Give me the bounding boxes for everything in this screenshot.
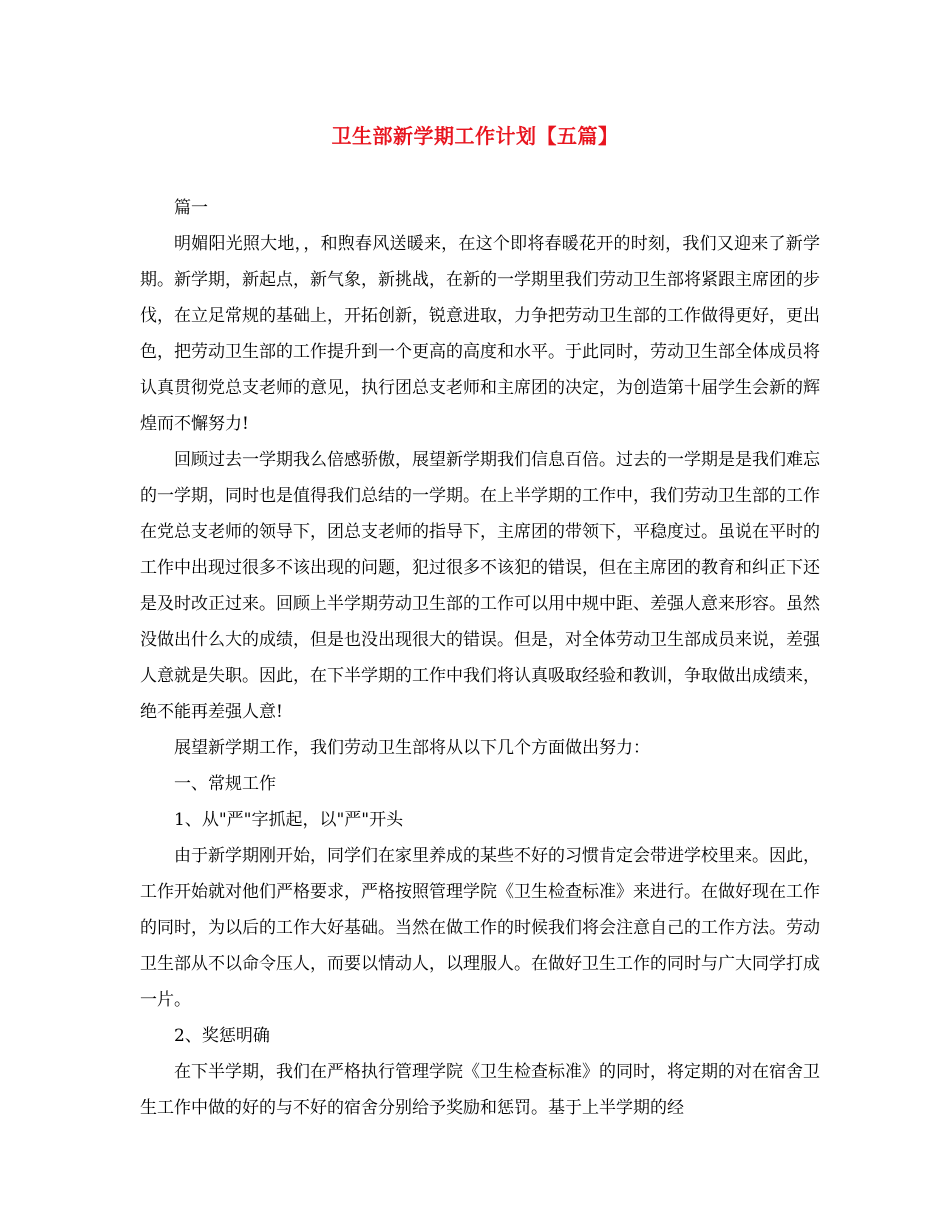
document-title: 卫生部新学期工作计划【五篇】 bbox=[331, 124, 619, 148]
section-heading: 篇一 bbox=[174, 198, 208, 218]
subsection-heading: 1、从"严"字抓起，以"严"开头 bbox=[174, 810, 404, 830]
paragraph: 展望新学期工作，我们劳动卫生部将从以下几个方面做出努力： bbox=[174, 738, 650, 758]
document-body bbox=[140, 190, 820, 1126]
subsection-heading: 2、奖惩明确 bbox=[174, 1026, 270, 1046]
paragraph: 在下半学期，我们在严格执行管理学院《卫生检查标准》的同时，将定期的对在宿舍卫生工作中做的好的与不好的宿舍分别给予奖励和惩罚。基于上半学期的经 bbox=[140, 1062, 820, 1118]
section-heading: 一、常规工作 bbox=[174, 774, 276, 794]
paragraph: 由于新学期刚开始，同学们在家里养成的某些不好的习惯肯定会带进学校里来。因此，工作开始就对他们严格要求，严格按照管理学院《卫生检查标准》来进行。在做好现在工作的同时，为以后的工作大好基础。当然在做工作的时候我们将会注意自己的工作方法。劳动卫生部从不以命令压人，而要以情动人，以理服人。在做好卫生工作的同时与广大同学打成一片。 bbox=[140, 846, 820, 1010]
paragraph: 回顾过去一学期我么倍感骄傲，展望新学期我们信息百倍。过去的一学期是是我们难忘的一学期，同时也是值得我们总结的一学期。在上半学期的工作中，我们劳动卫生部的工作在党总支老师的领导下，团总支老师的指导下，主席团的带领下，平稳度过。虽说在平时的工作中出现过很多不该出现的问题，犯过很多不该犯的错误，但在主席团的教育和纠正下还是及时改正过来。回顾上半学期劳动卫生部的工作可以用中规中距、差强人意来形容。虽然没做出什么大的成绩，但是也没出现很大的错误。但是，对全体劳动卫生部成员来说，差强人意就是失职。因此，在下半学期的工作中我们将认真吸取经验和教训，争取做出成绩来，绝不能再差强人意! bbox=[140, 450, 820, 722]
paragraph: 明媚阳光照大地，，和煦春风送暖来，在这个即将春暖花开的时刻，我们又迎来了新学期。新学期，新起点，新气象，新挑战，在新的一学期里我们劳动卫生部将紧跟主席团的步伐，在立足常规的基础上，开拓创新，锐意进取，力争把劳动卫生部的工作做得更好，更出色，把劳动卫生部的工作提升到一个更高的高度和水平。于此同时，劳动卫生部全体成员将认真贯彻党总支老师的意见，执行团总支老师和主席团的决定，为创造第十届学生会新的辉煌而不懈努力! bbox=[140, 234, 820, 434]
